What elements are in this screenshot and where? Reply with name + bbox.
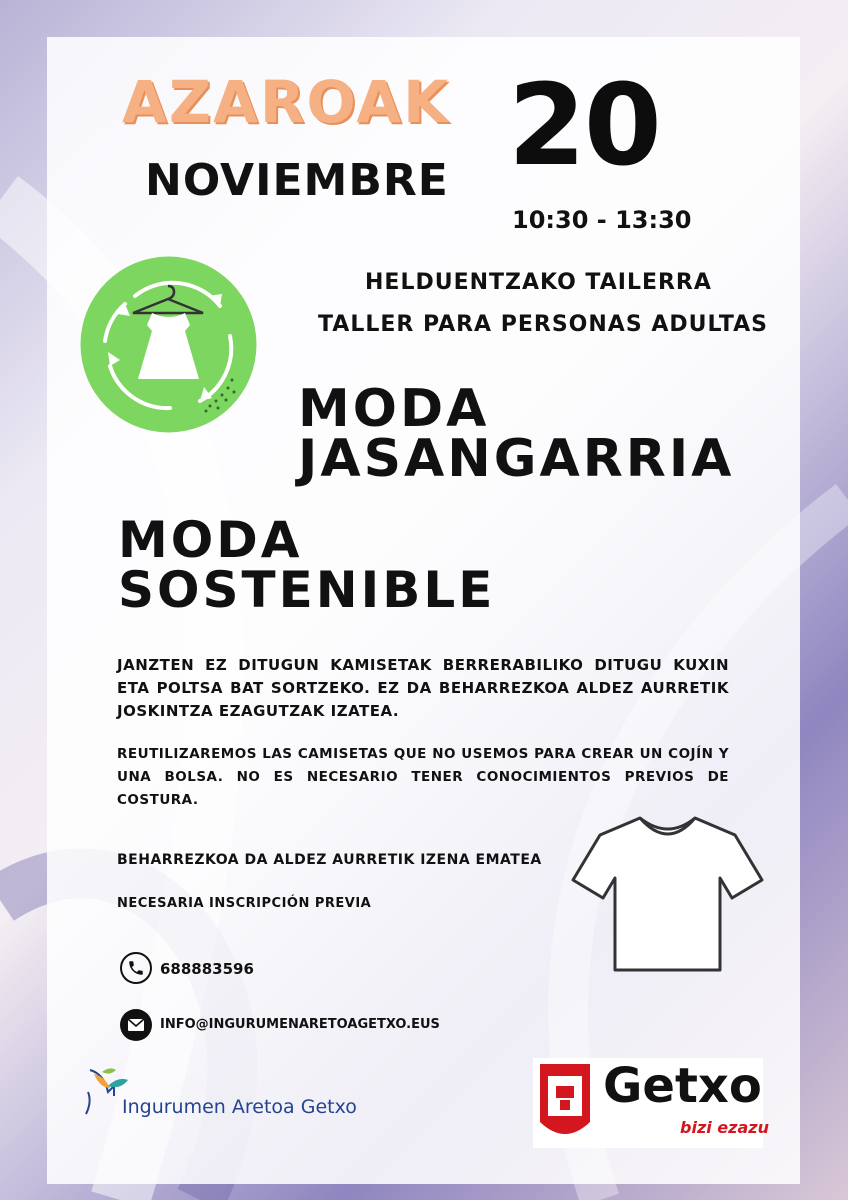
phone-number[interactable]: 688883596 bbox=[160, 960, 254, 978]
getxo-tagline: bizi ezazu bbox=[680, 1118, 769, 1137]
event-day: 20 bbox=[508, 61, 660, 191]
recycle-dress-icon bbox=[80, 256, 257, 433]
tshirt-icon bbox=[570, 810, 766, 976]
subtitle-basque: HELDUENTZAKO TAILERRA bbox=[365, 270, 712, 295]
month-spanish: NOVIEMBRE bbox=[145, 155, 449, 206]
email-address[interactable]: INFO@INGURUMENARETOAGETXO.EUS bbox=[160, 1017, 440, 1032]
subtitle-spanish: TALLER PARA PERSONAS ADULTAS bbox=[318, 312, 769, 337]
getxo-shield-icon bbox=[538, 1062, 592, 1146]
event-hours: 10:30 - 13:30 bbox=[512, 206, 692, 234]
registration-note-spanish: NECESARIA INSCRIPCIÓN PREVIA bbox=[117, 896, 372, 911]
description-spanish: REUTILIZAREMOS LAS CAMISETAS QUE NO USEMOS PARA CREAR UN COJÍN Y UNA BOLSA. NO ES NECESARIO TENER CONOCIMIENTOS PREVIOS DE COSTURA. bbox=[117, 746, 729, 808]
month-basque: AZAROAK bbox=[122, 68, 451, 136]
phone-icon bbox=[120, 952, 152, 984]
title-spanish bbox=[118, 511, 496, 619]
description-basque: JANZTEN EZ DITUGUN KAMISETAK BERRERABILIKO DITUGU KUXIN ETA POLTSA BAT SORTZEKO. EZ DA BEHARREZKOA ALDEZ AURRETIK JOSKINTZA EZAGUTZAK IZATEA. bbox=[117, 656, 729, 720]
title-basque bbox=[298, 379, 735, 489]
title-spanish-line1: MODA bbox=[118, 511, 303, 569]
title-spanish-line2: SOSTENIBLE bbox=[118, 561, 496, 619]
mail-icon bbox=[120, 1009, 152, 1041]
title-basque-line1: MODA bbox=[298, 379, 490, 439]
getxo-logo-text: Getxo bbox=[603, 1058, 762, 1114]
title-basque-line2: JASANGARRIA bbox=[298, 429, 735, 489]
ingurumen-logo-text: Ingurumen Aretoa Getxo bbox=[122, 1096, 357, 1118]
registration-note-basque: BEHARREZKOA DA ALDEZ AURRETIK IZENA EMATEA bbox=[117, 852, 542, 868]
